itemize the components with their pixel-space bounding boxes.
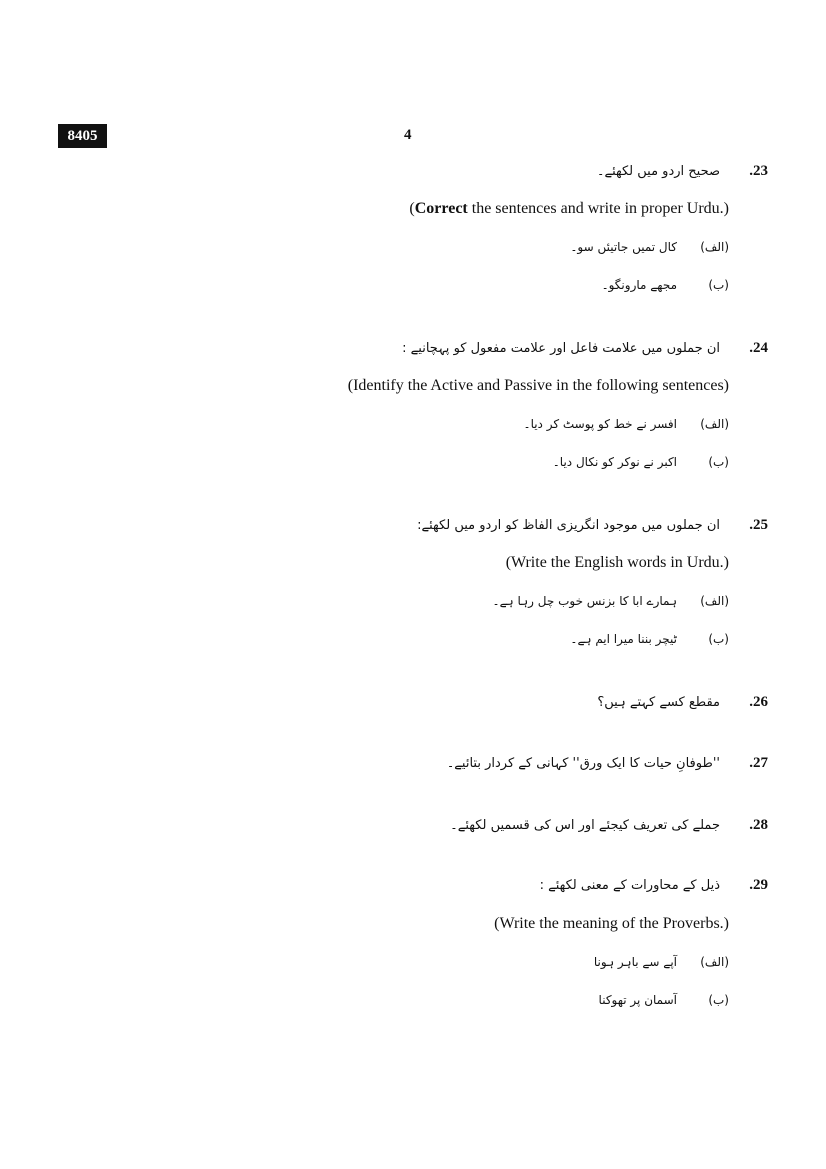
question-23-urdu: صحیح اردو میں لکھئے۔ [596,163,720,179]
question-25 [417,513,768,537]
question-27 [447,751,768,775]
option-text: کال تمیں جاتیئں سو۔ [570,240,677,254]
option-text: آپے سے باہر ہونا [593,955,677,969]
question-24-english: (Identify the Active and Passive in the following sentences) [347,377,729,394]
question-29-option-a [594,951,729,973]
question-23-english-bold: Correct [414,200,468,217]
question-26 [597,690,768,714]
question-25-english: (Write the English words in Urdu.) [505,554,729,571]
question-25-option-b [570,628,729,650]
page-number: 4 [404,127,412,143]
option-label: (الف) [700,240,729,254]
option-text: افسر نے خط کو پوسٹ کر دیا۔ [523,417,677,431]
option-label: (الف) [700,417,729,431]
question-28 [450,813,768,837]
paper-code-badge: 8405 [58,124,107,148]
question-25-option-a [493,590,729,612]
question-27-number: .27 [749,754,768,771]
question-28-urdu: جملے کی تعریف کیجئے اور اس کی قسمیں لکھئے۔ [450,817,720,833]
question-24-option-b [553,451,729,473]
question-23-english-open: ( [409,200,415,217]
question-27-urdu: ''طوفانِ حیات کا ایک ورق'' کہانی کے کردار بتائیے۔ [446,755,720,771]
question-26-urdu: مقطع کسے کہتے ہیں؟ [597,694,720,710]
question-29-option-b [599,989,729,1011]
option-text: ہمارے ابا کا بزنس خوب چل رہا ہے۔ [492,594,677,608]
question-23-option-b [602,274,729,296]
question-29-english: (Write the meaning of the Proverbs.) [494,915,729,932]
question-29-number: .29 [749,876,768,893]
question-24-option-a [524,413,729,435]
question-23-english-rest: the sentences and write in proper Urdu.) [467,200,729,217]
question-23-option-a [570,236,729,258]
question-28-number: .28 [749,816,768,833]
option-label: (الف) [700,955,729,969]
option-label: (ب) [708,455,729,469]
option-text: آسمان پر تھوکنا [598,993,677,1007]
option-label: (ب) [708,278,729,292]
question-24-urdu: ان جملوں میں علامت فاعل اور علامت مفعول کو پہچانیے : [402,340,720,356]
option-label: (ب) [708,993,729,1007]
question-26-number: .26 [749,693,768,710]
question-29 [540,873,768,897]
option-label: (ب) [708,632,729,646]
option-label: (الف) [700,594,729,608]
question-25-urdu: ان جملوں میں موجود انگریزی الفاظ کو اردو میں لکھئے: [417,517,720,533]
question-25-number: .25 [749,516,768,533]
question-29-urdu: ذیل کے محاورات کے معنی لکھئے : [539,877,720,893]
question-24-number: .24 [749,339,768,356]
question-23-number: .23 [749,162,768,179]
option-text: مجھے مارونگو۔ [601,278,677,292]
question-23 [597,159,768,183]
option-text: ٹیچر بننا میرا ایم ہے۔ [570,632,677,646]
question-23-english [409,200,729,218]
question-24 [402,336,768,360]
option-text: اکبر نے نوکر کو نکال دیا۔ [552,455,677,469]
